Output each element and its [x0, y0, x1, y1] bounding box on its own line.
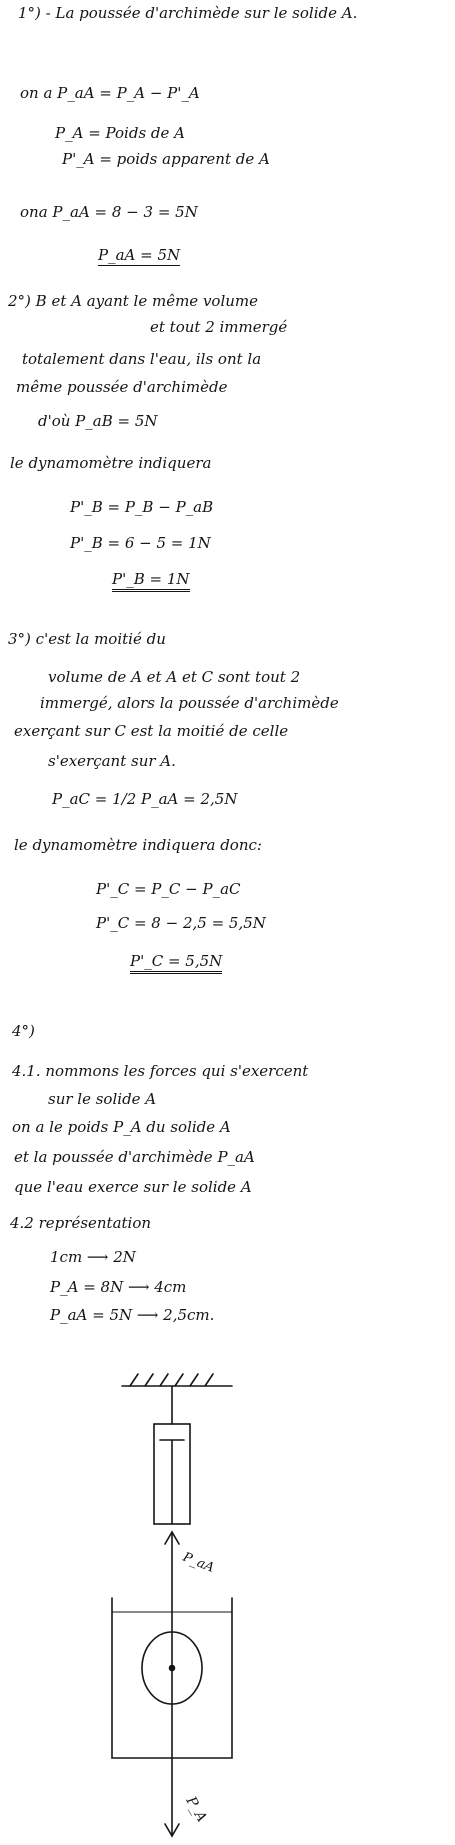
section4-line3: on a le poids P_A du solide A	[12, 1118, 231, 1136]
section2-line2: et tout 2 immergé	[150, 318, 288, 336]
section1-calc: ona P_aA = 8 − 3 = 5N	[20, 203, 198, 221]
section1-heading: 1°) - La poussée d'archimède sur le solide A.	[18, 4, 358, 22]
section2-eq1: P'_B = P_B − P_aB	[70, 498, 214, 516]
section2-result: P'_B = 1N	[112, 570, 190, 592]
section1-def-weight: P_A = Poids de A	[55, 124, 185, 142]
ceiling-support	[122, 1374, 232, 1386]
section3-line1: 3°) c'est la moitié du	[8, 630, 166, 648]
section3-line4: exerçant sur C est la moitié de celle	[14, 722, 289, 740]
section3-result: P'_C = 5,5N	[130, 952, 222, 974]
section3-line3: immergé, alors la poussée d'archimède	[40, 694, 339, 712]
section3-eq3: P'_C = 8 − 2,5 = 5,5N	[96, 914, 266, 932]
section2-line5: d'où P_aB = 5N	[38, 412, 158, 430]
section3-line2: volume de A et A et C sont tout 2	[48, 668, 301, 686]
section3-eq1: P_aC = 1/2 P_aA = 2,5N	[52, 790, 238, 808]
section2-line4: même poussée d'archimède	[16, 378, 228, 396]
section1-result: P_aA = 5N	[98, 246, 181, 264]
section4-line4: et la poussée d'archimède P_aA	[14, 1148, 255, 1166]
section4-line5: que l'eau exerce sur le solide A	[14, 1178, 252, 1196]
label-weight: P_A	[182, 1794, 210, 1825]
section1-formula: on a P_aA = P_A − P'_A	[20, 84, 200, 102]
section4-scale2: P_A = 8N ⟶ 4cm	[50, 1278, 187, 1296]
section3-line5: s'exerçant sur A.	[48, 752, 176, 770]
section1-def-apparent: P'_A = poids apparent de A	[62, 150, 270, 168]
section3-eq2: P'_C = P_C − P_aC	[96, 880, 241, 898]
section2-line1: 2°) B et A ayant le même volume	[8, 292, 259, 310]
section4-line6: 4.2 représentation	[10, 1214, 152, 1232]
section4-heading: 4°)	[12, 1022, 35, 1040]
section2-eq2: P'_B = 6 − 5 = 1N	[70, 534, 211, 552]
section4-scale3: P_aA = 5N ⟶ 2,5cm.	[50, 1306, 215, 1324]
section2-line3: totalement dans l'eau, ils ont la	[22, 350, 262, 368]
section3-line6: le dynamomètre indiquera donc:	[14, 836, 262, 854]
section4-line2: sur le solide A	[48, 1090, 157, 1108]
section4-line1: 4.1. nommons les forces qui s'exercent	[12, 1062, 309, 1080]
section2-line6: le dynamomètre indiquera	[10, 454, 212, 472]
label-buoyancy: P_aA	[180, 1549, 217, 1576]
section4-scale1: 1cm ⟶ 2N	[50, 1248, 136, 1266]
